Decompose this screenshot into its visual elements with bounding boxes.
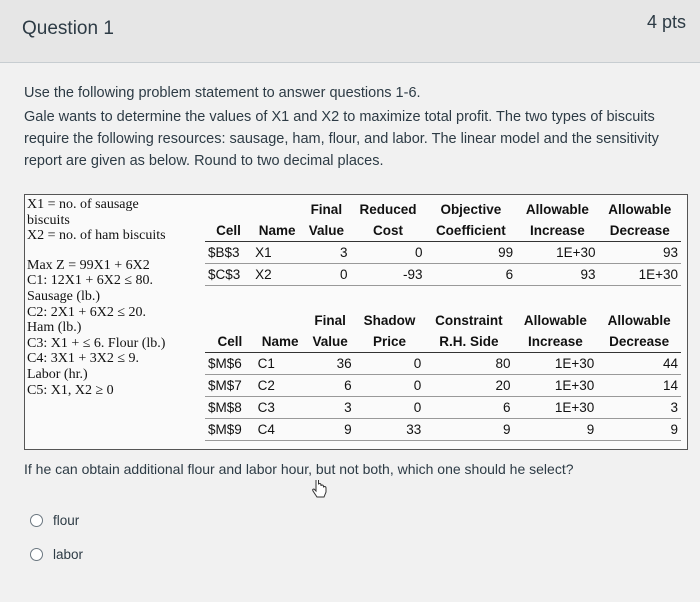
question-header: [0, 0, 700, 63]
option-label: flour: [53, 513, 80, 528]
table-header: Final Shadow Constraint Allowable Allowable: [314, 313, 671, 328]
model-line: [27, 244, 195, 258]
table-row: $B$3 X1 3 0 99 1E+30 93: [205, 242, 681, 264]
table-header: Cell Name Value Price R.H. Side Increase Decrease: [205, 331, 681, 353]
option-flour[interactable]: [30, 513, 79, 528]
model-line: C5: X1, X2 ≥ 0: [27, 382, 114, 398]
question-points: 4 pts: [646, 12, 686, 32]
radio-labor[interactable]: [30, 548, 43, 561]
model-line: C1: 12X1 + 6X2 ≤ 80.: [27, 273, 154, 289]
table-header: Final Reduced Objective Allowable Allowable: [310, 202, 672, 217]
model-line: Max Z = 99X1 + 6X2: [27, 257, 150, 273]
hand-cursor-icon: [310, 480, 328, 500]
intro-text: Use the following problem statement to answer questions 1-6.: [24, 85, 421, 101]
model-line: biscuits: [27, 212, 70, 228]
table-row: $M$7 C2 6 0 20 1E+30 14: [205, 375, 681, 397]
sensitivity-report-image: [24, 194, 688, 450]
model-line: Labor (hr.): [27, 366, 88, 382]
option-label: labor: [53, 547, 84, 562]
variable-cells-table: [205, 199, 681, 286]
option-labor[interactable]: [30, 547, 83, 562]
table-row: $M$8 C3 3 0 6 1E+30 3: [205, 397, 681, 419]
model-line: X1 = no. of sausage: [27, 197, 139, 212]
linear-model: [27, 197, 195, 445]
constraints-table: [205, 310, 681, 441]
model-line: Sausage (lb.): [27, 288, 101, 304]
model-line: C2: 2X1 + 6X2 ≤ 20.: [27, 304, 147, 320]
table-row: $C$3 X2 0 -93 6 93 1E+30: [205, 264, 681, 286]
question-prompt: If he can obtain additional flour and labor hour, but not both, which one should he select?: [24, 461, 574, 477]
question-title: Question 1: [22, 18, 114, 39]
problem-statement: Gale wants to determine the values of X1 and X2 to maximize total profit. The two types of biscuits require the following resources: sausage, ham, flour, and labor. The linear model and the sensitivity report are given as below. Round to two decimal places.: [24, 109, 659, 169]
table-row: $M$9 C4 9 33 9 9 9: [205, 419, 681, 441]
radio-flour[interactable]: [30, 514, 43, 527]
model-line: C4: 3X1 + 3X2 ≤ 9.: [27, 351, 140, 367]
model-line: Ham (lb.): [27, 320, 82, 336]
model-line: X2 = no. of ham biscuits: [27, 228, 166, 244]
table-row: $M$6 C1 36 0 80 1E+30 44: [205, 353, 681, 375]
model-line: C3: X1 + ≤ 6. Flour (lb.): [27, 335, 166, 351]
table-header: Cell Name Value Cost Coefficient Increase Decrease: [205, 220, 681, 242]
